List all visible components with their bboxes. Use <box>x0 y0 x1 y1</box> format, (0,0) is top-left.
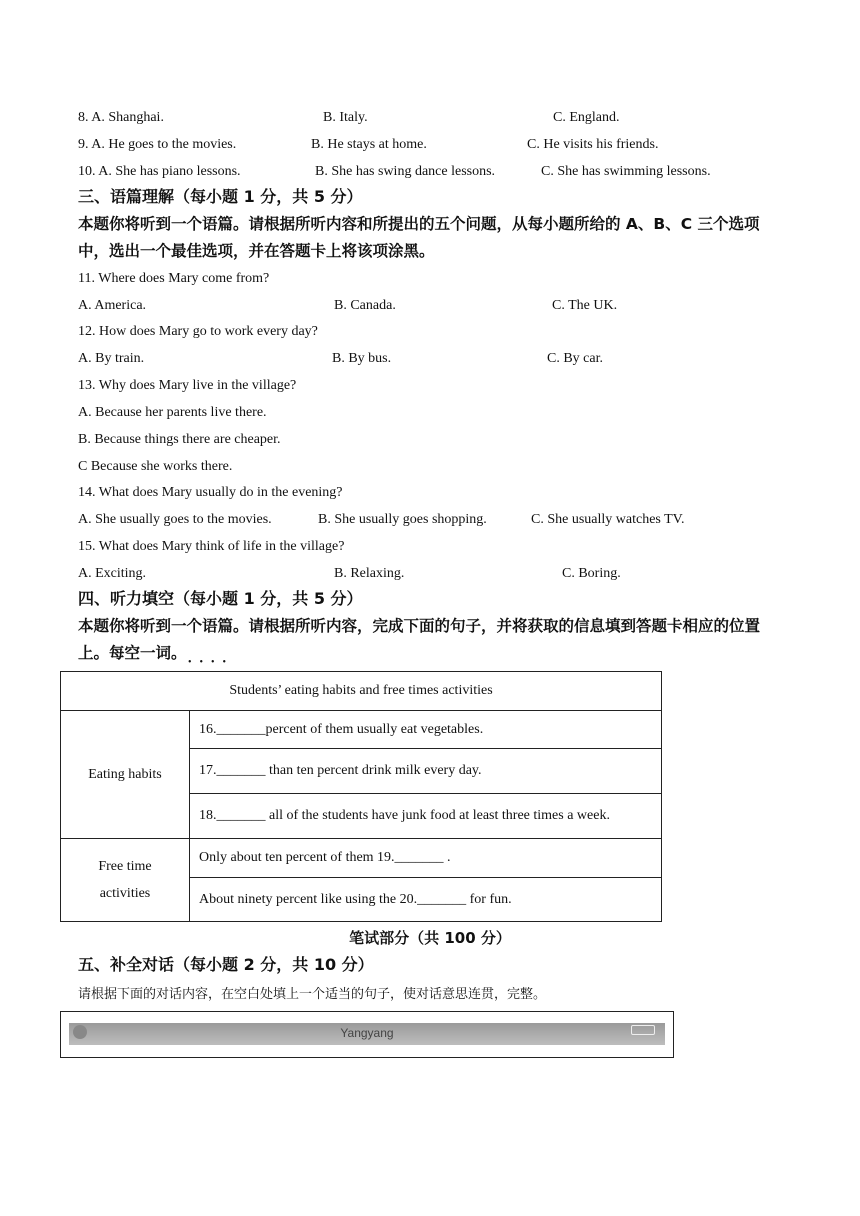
q9-option-b: B. He stays at home. <box>311 137 427 152</box>
table-title: Students’ eating habits and free times activities <box>61 672 662 711</box>
q13-option-b: B. Because things there are cheaper. <box>78 432 281 447</box>
table-row-20: About ninety percent like using the 20._______ for fun. <box>190 878 662 922</box>
q14-option-a: A. She usually goes to the movies. <box>78 512 272 527</box>
chat-image-frame <box>60 1011 674 1058</box>
free-time-label-line1: Free time <box>98 859 152 874</box>
q12-option-b: B. By bus. <box>332 351 392 366</box>
q9-option-a: 9. A. He goes to the movies. <box>78 137 237 152</box>
q8-option-b: B. Italy. <box>323 110 368 125</box>
q11-option-b: B. Canada. <box>334 298 396 313</box>
table-row-16: 16._______percent of them usually eat vegetables. <box>190 711 662 749</box>
q13-option-a: A. Because her parents live there. <box>78 405 267 420</box>
free-time-label <box>61 839 190 922</box>
q15-question: 15. What does Mary think of life in the village? <box>78 539 345 554</box>
q12-option-a: A. By train. <box>78 351 145 366</box>
section-4-header: 四、听力填空（每小题 1 分，共 5 分） <box>78 589 363 608</box>
section-3-header: 三、语篇理解（每小题 1 分，共 5 分） <box>78 187 363 206</box>
chat-contact-name: Yangyang <box>340 1026 394 1040</box>
section-3-instruction: 本题你将听到一个语篇。请根据所听内容和所提出的五个问题，从每小题所给的 A、B、C 三个选项中，选出一个最佳选项，并在答题卡上将该项涂黑。 <box>78 215 760 260</box>
eating-habits-label: Eating habits <box>61 711 190 839</box>
q15-option-c: C. Boring. <box>562 566 621 581</box>
q13-question: 13. Why does Mary live in the village? <box>78 378 297 393</box>
listening-fill-table <box>60 671 662 922</box>
q14-question: 14. What does Mary usually do in the evening? <box>78 485 343 500</box>
q10-option-c: C. She has swimming lessons. <box>541 164 711 179</box>
battery-icon <box>631 1025 655 1035</box>
q15-option-b: B. Relaxing. <box>334 566 405 581</box>
q11-option-c: C. The UK. <box>552 298 618 313</box>
q8-option-a: 8. A. Shanghai. <box>78 110 164 125</box>
q10-option-b: B. She has swing dance lessons. <box>315 164 496 179</box>
q14-option-c: C. She usually watches TV. <box>531 512 685 527</box>
q12-question: 12. How does Mary go to work every day? <box>78 324 318 339</box>
free-time-label-line2: activities <box>99 886 151 901</box>
table-row-17: 17._______ than ten percent drink milk every day. <box>190 749 662 794</box>
chat-header-bar <box>69 1023 665 1045</box>
section-5-header: 五、补全对话（每小题 2 分，共 10 分） <box>78 955 374 974</box>
table-row-19: Only about ten percent of them 19._______ . <box>190 839 662 878</box>
q12-option-c: C. By car. <box>547 351 603 366</box>
section-4-instruction: 本题你将听到一个语篇。请根据所听内容，完成下面的句子，并将获取的信息填到答题卡相应的位置上。每空一词。 <box>78 617 761 662</box>
q8-option-c: C. England. <box>553 110 620 125</box>
written-part-header: 笔试部分（共 100 分） <box>349 929 511 947</box>
q11-question: 11. Where does Mary come from? <box>78 271 270 286</box>
q14-option-b: B. She usually goes shopping. <box>318 512 487 527</box>
q9-option-c: C. He visits his friends. <box>527 137 659 152</box>
q10-option-a: 10. A. She has piano lessons. <box>78 164 241 179</box>
q13-option-c: C Because she works there. <box>78 459 233 474</box>
q15-option-a: A. Exciting. <box>78 566 147 581</box>
q11-option-a: A. America. <box>78 298 147 313</box>
section-5-instruction: 请根据下面的对话内容，在空白处填上一个适当的句子，使对话意思连贯，完整。 <box>78 987 547 1002</box>
table-row-18: 18._______ all of the students have junk food at least three times a week. <box>190 794 662 839</box>
emphasis-dots: •••• <box>188 657 235 668</box>
